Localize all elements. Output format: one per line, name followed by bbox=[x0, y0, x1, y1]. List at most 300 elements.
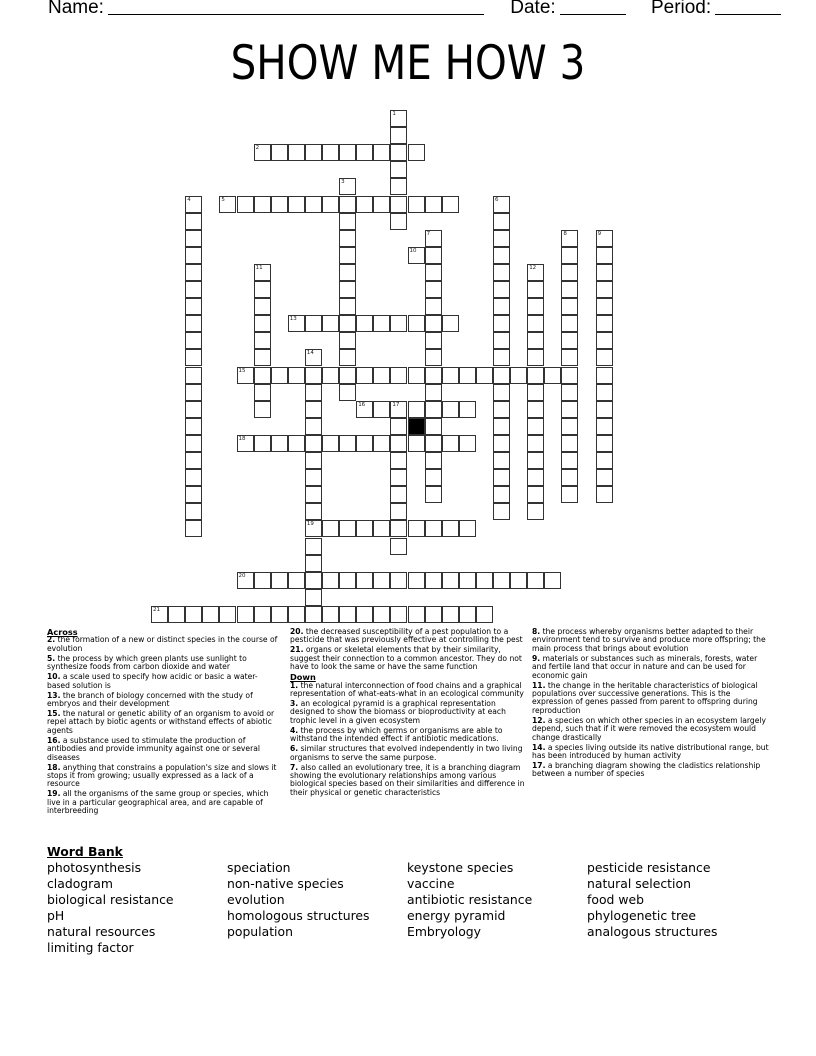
grid-cell[interactable] bbox=[305, 606, 322, 623]
grid-cell[interactable] bbox=[493, 230, 510, 247]
grid-cell[interactable] bbox=[390, 538, 407, 555]
grid-cell[interactable] bbox=[185, 418, 202, 435]
grid-cell[interactable] bbox=[305, 418, 322, 435]
grid-cell[interactable] bbox=[305, 538, 322, 555]
grid-cell[interactable] bbox=[596, 298, 613, 315]
grid-cell[interactable] bbox=[459, 367, 476, 384]
grid-cell[interactable] bbox=[390, 213, 407, 230]
grid-cell[interactable] bbox=[288, 572, 305, 589]
across-clue bbox=[47, 790, 279, 815]
grid-cell[interactable] bbox=[339, 298, 356, 315]
grid-cell[interactable] bbox=[339, 349, 356, 366]
grid-cell[interactable] bbox=[390, 435, 407, 452]
grid-cell[interactable] bbox=[425, 196, 442, 213]
grid-cell[interactable] bbox=[493, 349, 510, 366]
grid-cell[interactable] bbox=[596, 247, 613, 264]
grid-cell[interactable] bbox=[305, 503, 322, 520]
grid-cell[interactable] bbox=[459, 520, 476, 537]
clue-num: 3. bbox=[290, 699, 299, 709]
grid-cell[interactable] bbox=[493, 503, 510, 520]
grid-cell[interactable] bbox=[527, 452, 544, 469]
grid-cell[interactable] bbox=[408, 572, 425, 589]
clue-number: 16 bbox=[358, 401, 366, 408]
grid-cell[interactable] bbox=[339, 264, 356, 281]
grid-cell[interactable] bbox=[493, 264, 510, 281]
grid-cell[interactable] bbox=[425, 315, 442, 332]
clues-column-1 bbox=[47, 628, 279, 817]
grid-cell[interactable] bbox=[185, 401, 202, 418]
clue-num: 14. bbox=[532, 742, 546, 752]
grid-cell[interactable] bbox=[254, 435, 271, 452]
grid-cell[interactable] bbox=[425, 247, 442, 264]
grid-cell[interactable] bbox=[596, 486, 613, 503]
grid-cell[interactable] bbox=[527, 298, 544, 315]
grid-cell[interactable] bbox=[356, 435, 373, 452]
grid-cell[interactable] bbox=[408, 196, 425, 213]
clue-text: the branch of biology concerned with the study of embryos and their development bbox=[47, 690, 253, 709]
grid-cell[interactable] bbox=[254, 144, 271, 161]
grid-cell[interactable] bbox=[408, 435, 425, 452]
grid-cell[interactable] bbox=[425, 452, 442, 469]
grid-cell[interactable] bbox=[254, 315, 271, 332]
grid-cell[interactable] bbox=[356, 520, 373, 537]
grid-cell[interactable] bbox=[254, 606, 271, 623]
grid-cell[interactable] bbox=[459, 606, 476, 623]
grid-cell[interactable] bbox=[305, 520, 322, 537]
grid-cell[interactable] bbox=[408, 247, 425, 264]
grid-cell[interactable] bbox=[425, 298, 442, 315]
grid-cell[interactable] bbox=[425, 486, 442, 503]
grid-cell[interactable] bbox=[596, 435, 613, 452]
grid-cell[interactable] bbox=[185, 486, 202, 503]
word-bank-item: Embryology bbox=[407, 924, 481, 940]
grid-cell[interactable] bbox=[527, 486, 544, 503]
grid-cell[interactable] bbox=[596, 315, 613, 332]
grid-cell[interactable] bbox=[561, 298, 578, 315]
grid-cell[interactable] bbox=[596, 332, 613, 349]
grid-cell[interactable] bbox=[527, 418, 544, 435]
grid-cell[interactable] bbox=[288, 606, 305, 623]
grid-cell[interactable] bbox=[305, 367, 322, 384]
grid-cell[interactable] bbox=[493, 452, 510, 469]
grid-cell[interactable] bbox=[339, 247, 356, 264]
grid-cell[interactable] bbox=[322, 144, 339, 161]
word-bank-item: pH bbox=[47, 908, 65, 924]
grid-cell[interactable] bbox=[185, 264, 202, 281]
clue-num: 18. bbox=[47, 762, 61, 772]
grid-cell[interactable] bbox=[561, 486, 578, 503]
grid-cell[interactable] bbox=[390, 520, 407, 537]
grid-cell[interactable] bbox=[425, 520, 442, 537]
grid-cell[interactable] bbox=[339, 230, 356, 247]
grid-cell[interactable] bbox=[527, 469, 544, 486]
grid-cell[interactable] bbox=[493, 486, 510, 503]
grid-cell[interactable] bbox=[219, 606, 236, 623]
grid-cell[interactable] bbox=[305, 384, 322, 401]
grid-cell[interactable] bbox=[442, 367, 459, 384]
grid-cell[interactable] bbox=[322, 367, 339, 384]
clue-num: 11. bbox=[532, 680, 546, 690]
grid-cell[interactable] bbox=[390, 315, 407, 332]
grid-cell[interactable] bbox=[356, 315, 373, 332]
grid-cell[interactable] bbox=[527, 503, 544, 520]
grid-cell[interactable] bbox=[185, 435, 202, 452]
grid-cell[interactable] bbox=[254, 401, 271, 418]
clue-text: a branching diagram showing the cladistics relationship between a number of species bbox=[532, 761, 761, 779]
grid-cell[interactable] bbox=[425, 230, 442, 247]
grid-cell[interactable] bbox=[527, 435, 544, 452]
grid-cell[interactable] bbox=[322, 435, 339, 452]
grid-cell[interactable] bbox=[254, 196, 271, 213]
clue-number: 9 bbox=[597, 230, 602, 237]
clue-text: a species on which other species in an ecosystem largely depend, such that if it were removed the ecosystem would change drastically bbox=[532, 715, 766, 742]
grid-cell[interactable] bbox=[561, 401, 578, 418]
word-bank-item: energy pyramid bbox=[407, 908, 506, 924]
grid-cell[interactable] bbox=[390, 418, 407, 435]
grid-cell[interactable] bbox=[493, 418, 510, 435]
grid-cell[interactable] bbox=[185, 196, 202, 213]
clue-num: 9. bbox=[532, 653, 541, 663]
grid-cell[interactable] bbox=[185, 349, 202, 366]
grid-cell[interactable] bbox=[305, 469, 322, 486]
down-clue bbox=[290, 745, 528, 762]
grid-cell[interactable] bbox=[561, 469, 578, 486]
grid-cell[interactable] bbox=[390, 144, 407, 161]
grid-cell[interactable] bbox=[561, 315, 578, 332]
grid-cell[interactable] bbox=[425, 281, 442, 298]
grid-cell[interactable] bbox=[288, 144, 305, 161]
grid-cell[interactable] bbox=[561, 384, 578, 401]
word-bank-item: analogous structures bbox=[587, 924, 718, 940]
grid-cell[interactable] bbox=[390, 452, 407, 469]
grid-cell[interactable] bbox=[476, 606, 493, 623]
grid-cell[interactable] bbox=[596, 349, 613, 366]
grid-cell[interactable] bbox=[493, 196, 510, 213]
grid-cell[interactable] bbox=[390, 127, 407, 144]
grid-cell[interactable] bbox=[339, 213, 356, 230]
grid-cell[interactable] bbox=[442, 572, 459, 589]
grid-cell[interactable] bbox=[459, 572, 476, 589]
grid-cell[interactable] bbox=[442, 315, 459, 332]
grid-cell[interactable] bbox=[425, 401, 442, 418]
clue-number: 6 bbox=[495, 196, 499, 203]
grid-cell[interactable] bbox=[339, 144, 356, 161]
grid-cell[interactable] bbox=[254, 367, 271, 384]
across-clue bbox=[290, 646, 528, 671]
grid-cell[interactable] bbox=[425, 418, 442, 435]
grid-cell[interactable] bbox=[373, 401, 390, 418]
grid-cell[interactable] bbox=[561, 435, 578, 452]
grid-cell[interactable] bbox=[237, 435, 254, 452]
grid-cell[interactable] bbox=[373, 144, 390, 161]
grid-cell[interactable] bbox=[151, 606, 168, 623]
grid-cell[interactable] bbox=[339, 520, 356, 537]
date-label: Date: bbox=[510, 0, 556, 18]
grid-cell[interactable] bbox=[254, 281, 271, 298]
down-clue bbox=[532, 762, 772, 779]
grid-cell[interactable] bbox=[527, 384, 544, 401]
grid-cell[interactable] bbox=[390, 503, 407, 520]
grid-cell[interactable] bbox=[493, 298, 510, 315]
grid-cell[interactable] bbox=[390, 161, 407, 178]
page-title: SHOW ME HOW 3 bbox=[230, 36, 586, 91]
grid-cell[interactable] bbox=[305, 401, 322, 418]
grid-cell[interactable] bbox=[305, 452, 322, 469]
grid-cell[interactable] bbox=[425, 572, 442, 589]
grid-cell[interactable] bbox=[493, 281, 510, 298]
grid-cell[interactable] bbox=[527, 264, 544, 281]
grid-cell[interactable] bbox=[408, 520, 425, 537]
period-label: Period: bbox=[650, 0, 712, 18]
grid-cell[interactable] bbox=[544, 367, 561, 384]
word-bank-item: population bbox=[227, 924, 293, 940]
grid-cell[interactable] bbox=[493, 247, 510, 264]
grid-cell[interactable] bbox=[408, 315, 425, 332]
grid-cell[interactable] bbox=[442, 606, 459, 623]
grid-cell[interactable] bbox=[425, 384, 442, 401]
grid-cell[interactable] bbox=[373, 196, 390, 213]
grid-cell[interactable] bbox=[322, 196, 339, 213]
grid-cell[interactable] bbox=[493, 401, 510, 418]
clue-number: 13 bbox=[289, 316, 297, 323]
grid-cell[interactable] bbox=[305, 196, 322, 213]
grid-cell[interactable] bbox=[339, 606, 356, 623]
clue-number: 1 bbox=[392, 111, 396, 117]
grid-cell[interactable] bbox=[237, 367, 254, 384]
grid-cell[interactable] bbox=[561, 452, 578, 469]
grid-cell[interactable] bbox=[561, 230, 578, 247]
grid-cell[interactable] bbox=[493, 469, 510, 486]
grid-cell[interactable] bbox=[288, 196, 305, 213]
grid-cell[interactable] bbox=[185, 606, 202, 623]
grid-cell[interactable] bbox=[390, 486, 407, 503]
clue-num: 13. bbox=[47, 690, 61, 700]
grid-cell[interactable] bbox=[390, 401, 407, 418]
grid-cell[interactable] bbox=[305, 349, 322, 366]
grid-cell[interactable] bbox=[527, 332, 544, 349]
grid-cell[interactable] bbox=[254, 384, 271, 401]
grid-cell[interactable] bbox=[271, 144, 288, 161]
grid-cell[interactable] bbox=[493, 572, 510, 589]
grid-cell[interactable] bbox=[339, 196, 356, 213]
grid-cell[interactable] bbox=[493, 315, 510, 332]
grid-cell[interactable] bbox=[305, 555, 322, 572]
grid-cell[interactable] bbox=[408, 401, 425, 418]
grid-cell[interactable] bbox=[527, 401, 544, 418]
grid-cell[interactable] bbox=[561, 349, 578, 366]
grid-cell[interactable] bbox=[339, 367, 356, 384]
grid-cell[interactable] bbox=[561, 332, 578, 349]
grid-cell[interactable] bbox=[185, 213, 202, 230]
grid-cell[interactable] bbox=[390, 367, 407, 384]
grid-cell[interactable] bbox=[527, 367, 544, 384]
grid-cell[interactable] bbox=[425, 469, 442, 486]
grid-cell[interactable] bbox=[596, 367, 613, 384]
grid-cell[interactable] bbox=[425, 264, 442, 281]
grid-cell[interactable] bbox=[237, 572, 254, 589]
grid-cell[interactable] bbox=[527, 281, 544, 298]
grid-cell[interactable] bbox=[185, 298, 202, 315]
grid-cell[interactable] bbox=[339, 384, 356, 401]
grid-cell[interactable] bbox=[185, 503, 202, 520]
grid-cell[interactable] bbox=[356, 572, 373, 589]
down-clue bbox=[290, 764, 528, 798]
grid-cell[interactable] bbox=[271, 572, 288, 589]
grid-cell[interactable] bbox=[561, 367, 578, 384]
grid-cell[interactable] bbox=[425, 606, 442, 623]
grid-cell[interactable] bbox=[288, 315, 305, 332]
grid-cell[interactable] bbox=[185, 367, 202, 384]
grid-cell[interactable] bbox=[254, 264, 271, 281]
clue-text: similar structures that evolved independently in two living organisms to serve the same purpose. bbox=[290, 744, 523, 762]
grid-cell[interactable] bbox=[459, 401, 476, 418]
grid-cell[interactable] bbox=[425, 435, 442, 452]
grid-cell[interactable] bbox=[254, 298, 271, 315]
word-bank-item: natural resources bbox=[47, 924, 156, 940]
grid-cell[interactable] bbox=[339, 178, 356, 195]
grid-cell[interactable] bbox=[185, 281, 202, 298]
grid-cell[interactable] bbox=[339, 572, 356, 589]
grid-cell[interactable] bbox=[493, 213, 510, 230]
grid-cell[interactable] bbox=[185, 230, 202, 247]
grid-cell[interactable] bbox=[305, 144, 322, 161]
grid-cell[interactable] bbox=[185, 384, 202, 401]
clue-num: 10. bbox=[47, 672, 61, 682]
grid-cell[interactable] bbox=[185, 247, 202, 264]
clue-number: 10 bbox=[409, 247, 417, 254]
grid-cell[interactable] bbox=[271, 606, 288, 623]
grid-cell[interactable] bbox=[305, 589, 322, 606]
grid-cell[interactable] bbox=[544, 572, 561, 589]
grid-cell[interactable] bbox=[596, 281, 613, 298]
grid-cell[interactable] bbox=[493, 332, 510, 349]
grid-cell[interactable] bbox=[442, 435, 459, 452]
grid-cell[interactable] bbox=[305, 486, 322, 503]
grid-cell[interactable] bbox=[596, 418, 613, 435]
grid-cell[interactable] bbox=[305, 435, 322, 452]
grid-cell[interactable] bbox=[527, 315, 544, 332]
grid-cell[interactable] bbox=[339, 315, 356, 332]
grid-cell[interactable] bbox=[596, 384, 613, 401]
grid-cell[interactable] bbox=[219, 196, 236, 213]
grid-cell[interactable] bbox=[288, 435, 305, 452]
grid-cell[interactable] bbox=[373, 606, 390, 623]
grid-cell[interactable] bbox=[356, 401, 373, 418]
grid-cell[interactable] bbox=[254, 349, 271, 366]
clue-num: 15. bbox=[47, 709, 61, 719]
grid-cell[interactable] bbox=[425, 367, 442, 384]
grid-cell[interactable] bbox=[356, 606, 373, 623]
grid-cell[interactable] bbox=[373, 520, 390, 537]
clue-num: 4. bbox=[290, 725, 299, 735]
grid-cell[interactable] bbox=[596, 452, 613, 469]
clue-number: 12 bbox=[529, 264, 537, 271]
grid-cell[interactable] bbox=[271, 435, 288, 452]
grid-cell[interactable] bbox=[322, 520, 339, 537]
grid-cell[interactable] bbox=[561, 264, 578, 281]
grid-cell[interactable] bbox=[390, 469, 407, 486]
grid-cell[interactable] bbox=[527, 349, 544, 366]
grid-cell[interactable] bbox=[408, 367, 425, 384]
grid-cell[interactable] bbox=[476, 367, 493, 384]
grid-cell[interactable] bbox=[237, 196, 254, 213]
grid-cell[interactable] bbox=[322, 572, 339, 589]
grid-cell[interactable] bbox=[356, 144, 373, 161]
clue-number: 17 bbox=[392, 401, 400, 408]
clue-text: the natural or genetic ability of an organism to avoid or repel attach by biotic agents or withstand effects of abiotic agents bbox=[47, 709, 275, 735]
grid-cell[interactable] bbox=[185, 520, 202, 537]
grid-cell[interactable] bbox=[493, 435, 510, 452]
grid-cell[interactable] bbox=[305, 572, 322, 589]
grid-cell[interactable] bbox=[476, 572, 493, 589]
grid-cell[interactable] bbox=[185, 452, 202, 469]
grid-cell[interactable] bbox=[390, 178, 407, 195]
grid-cell[interactable] bbox=[254, 332, 271, 349]
grid-cell[interactable] bbox=[339, 281, 356, 298]
grid-cell[interactable] bbox=[561, 281, 578, 298]
grid-cell[interactable] bbox=[322, 315, 339, 332]
grid-cell[interactable] bbox=[373, 572, 390, 589]
grid-cell[interactable] bbox=[596, 469, 613, 486]
grid-cell[interactable] bbox=[390, 196, 407, 213]
grid-cell[interactable] bbox=[185, 332, 202, 349]
grid-cell[interactable] bbox=[425, 349, 442, 366]
grid-cell[interactable] bbox=[561, 418, 578, 435]
grid-cell[interactable] bbox=[408, 606, 425, 623]
grid-cell[interactable] bbox=[168, 606, 185, 623]
grid-cell[interactable] bbox=[373, 367, 390, 384]
grid-cell[interactable] bbox=[390, 110, 407, 127]
grid-cell[interactable] bbox=[185, 469, 202, 486]
grid-cell[interactable] bbox=[339, 435, 356, 452]
grid-cell[interactable] bbox=[493, 367, 510, 384]
grid-cell[interactable] bbox=[390, 572, 407, 589]
grid-cell[interactable] bbox=[185, 315, 202, 332]
grid-cell[interactable] bbox=[561, 247, 578, 264]
grid-cell[interactable] bbox=[288, 367, 305, 384]
grid-cell[interactable] bbox=[373, 315, 390, 332]
grid-cell[interactable] bbox=[271, 196, 288, 213]
grid-cell[interactable] bbox=[202, 606, 219, 623]
grid-cell[interactable] bbox=[442, 520, 459, 537]
word-bank-list bbox=[47, 860, 767, 957]
grid-cell[interactable] bbox=[408, 144, 425, 161]
grid-cell[interactable] bbox=[356, 367, 373, 384]
grid-cell[interactable] bbox=[373, 435, 390, 452]
grid-cell[interactable] bbox=[237, 606, 254, 623]
clue-text: the decreased susceptibility of a pest population to a pesticide that was previously effective at controlling the pest bbox=[290, 627, 523, 645]
grid-cell[interactable] bbox=[459, 435, 476, 452]
grid-cell[interactable] bbox=[596, 264, 613, 281]
grid-cell[interactable] bbox=[271, 367, 288, 384]
grid-cell[interactable] bbox=[596, 230, 613, 247]
grid-cell[interactable] bbox=[596, 401, 613, 418]
grid-cell[interactable] bbox=[322, 606, 339, 623]
grid-cell[interactable] bbox=[442, 401, 459, 418]
clue-text: also called an evolutionary tree, it is a branching diagram showing the evolutionary relationships among various biological species based on their similarities and difference in their physical or genetic characteristics bbox=[290, 762, 525, 797]
grid-cell[interactable] bbox=[254, 572, 271, 589]
grid-cell[interactable] bbox=[356, 196, 373, 213]
grid-cell[interactable] bbox=[510, 367, 527, 384]
grid-cell[interactable] bbox=[442, 196, 459, 213]
grid-cell[interactable] bbox=[339, 332, 356, 349]
grid-cell[interactable] bbox=[510, 572, 527, 589]
grid-cell[interactable] bbox=[493, 384, 510, 401]
grid-cell[interactable] bbox=[425, 332, 442, 349]
grid-cell[interactable] bbox=[390, 606, 407, 623]
grid-cell[interactable] bbox=[527, 572, 544, 589]
grid-cell[interactable] bbox=[305, 315, 322, 332]
